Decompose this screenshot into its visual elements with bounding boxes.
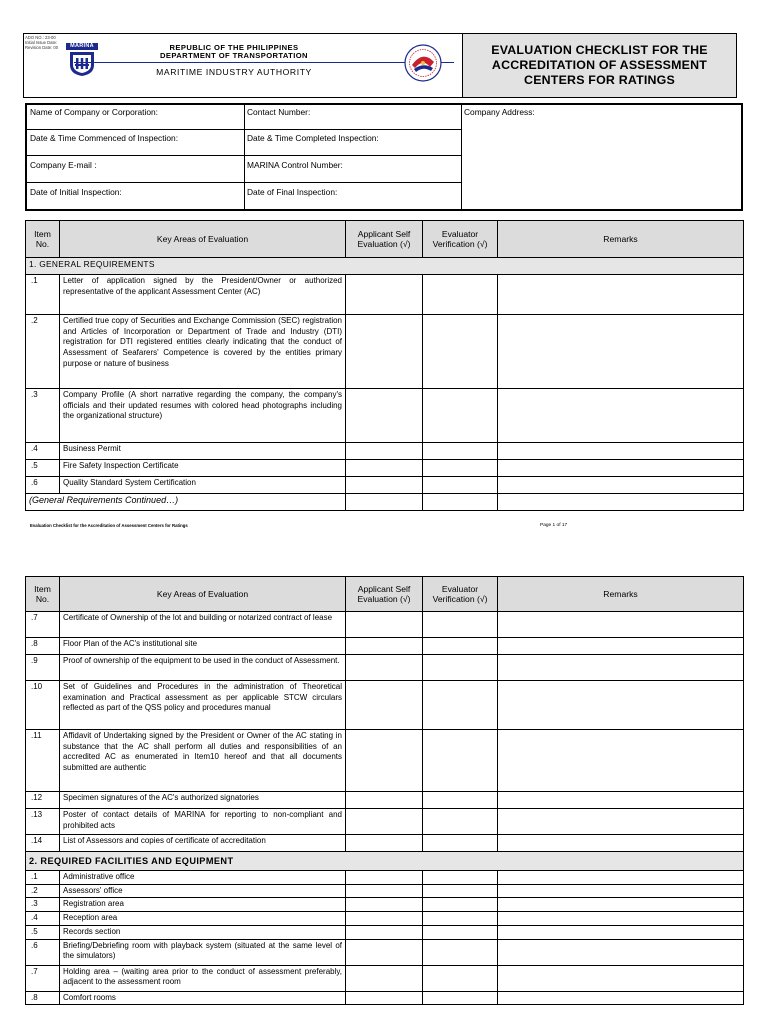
item-number: .4 <box>26 912 60 926</box>
item-number: .3 <box>26 898 60 912</box>
evaluator-checkbox[interactable] <box>423 681 498 730</box>
company-address-field[interactable]: Company Address: <box>464 107 535 117</box>
table-row <box>26 925 744 939</box>
item-description: Specimen signatures of the AC's authorized signatories <box>60 792 346 809</box>
initial-issue-date: Initial Issue Date: <box>25 40 58 45</box>
key-areas-header: Key Areas of Evaluation <box>60 221 346 258</box>
remarks-cell[interactable] <box>498 655 744 681</box>
evaluator-checkbox[interactable] <box>423 871 498 885</box>
remarks-cell[interactable] <box>498 494 744 511</box>
table-row <box>26 730 744 792</box>
key-areas-header: Key Areas of Evaluation <box>60 577 346 612</box>
table-row <box>26 460 744 477</box>
item-number: .7 <box>26 965 60 991</box>
item-number: .8 <box>26 638 60 655</box>
remarks-header: Remarks <box>498 221 744 258</box>
continued-note: (General Requirements Continued…) <box>26 494 346 511</box>
item-description: Quality Standard System Certification <box>60 477 346 494</box>
item-number: .1 <box>26 275 60 315</box>
item-description: Reception area <box>60 912 346 926</box>
item-number: .9 <box>26 655 60 681</box>
evaluator-checkbox[interactable] <box>423 965 498 991</box>
evaluator-checkbox[interactable] <box>423 612 498 638</box>
gov-agency: MARITIME INDUSTRY AUTHORITY <box>156 67 312 77</box>
evaluator-checkbox[interactable] <box>423 835 498 852</box>
evaluator-checkbox[interactable] <box>423 477 498 494</box>
item-number: .14 <box>26 835 60 852</box>
item-description: List of Assessors and copies of certificate of accreditation <box>60 835 346 852</box>
item-description: Certificate of Ownership of the lot and building or notarized contract of lease <box>60 612 346 638</box>
remarks-cell[interactable] <box>498 835 744 852</box>
remarks-cell[interactable] <box>498 898 744 912</box>
table-row <box>26 991 744 1005</box>
item-number: .3 <box>26 389 60 443</box>
header-agency-block <box>24 34 463 97</box>
info-divider <box>27 129 461 130</box>
evaluator-checkbox[interactable] <box>423 884 498 898</box>
table-row <box>26 655 744 681</box>
self-eval-checkbox[interactable] <box>346 925 423 939</box>
remarks-header: Remarks <box>498 577 744 612</box>
date-commenced-field[interactable]: Date & Time Commenced of Inspection: <box>30 133 179 143</box>
contact-number-field[interactable]: Contact Number: <box>247 107 311 117</box>
table-row <box>26 809 744 835</box>
table-row <box>26 389 744 443</box>
ado-number: ADO NO.: 23-00 <box>25 35 56 40</box>
evaluator-checkbox[interactable] <box>423 275 498 315</box>
gov-republic: REPUBLIC OF THE PHILIPPINES <box>169 43 299 52</box>
evaluator-checkbox[interactable] <box>423 655 498 681</box>
table-row <box>26 612 744 638</box>
table-row <box>26 477 744 494</box>
self-eval-header: Applicant Self Evaluation (√) <box>346 221 423 258</box>
remarks-cell[interactable] <box>498 925 744 939</box>
document-control-info <box>25 35 58 50</box>
remarks-cell[interactable] <box>498 884 744 898</box>
self-eval-checkbox[interactable] <box>346 638 423 655</box>
item-description: Administrative office <box>60 871 346 885</box>
marina-badge: MARINA <box>66 43 98 50</box>
self-eval-checkbox[interactable] <box>346 871 423 885</box>
section1-page1-rows <box>26 275 744 511</box>
checklist-table-page2 <box>25 576 744 1005</box>
revision-date: Revision Date: 00 <box>25 45 59 50</box>
item-number: .6 <box>26 939 60 965</box>
table-row <box>26 965 744 991</box>
item-number: .6 <box>26 477 60 494</box>
item-description: Registration area <box>60 898 346 912</box>
self-eval-checkbox[interactable] <box>346 912 423 926</box>
remarks-cell[interactable] <box>498 965 744 991</box>
remarks-cell[interactable] <box>498 315 744 389</box>
document-title-block <box>463 34 736 97</box>
item-description: Certified true copy of Securities and Exchange Commission (SEC) registration and Articles of Incorporation or Department of Trade and Industry (DTI) registration for DTI registered entities clearly indicating that the conduct of Assessment of Seafarers' Competence is covered by the entities primary purpose or nature of business <box>60 315 346 389</box>
self-eval-checkbox[interactable] <box>346 460 423 477</box>
section-title: 2. REQUIRED FACILITIES AND EQUIPMENT <box>26 852 744 871</box>
remarks-cell[interactable] <box>498 809 744 835</box>
self-eval-checkbox[interactable] <box>346 835 423 852</box>
table-row <box>26 315 744 389</box>
evaluator-checkbox[interactable] <box>423 638 498 655</box>
evaluator-checkbox[interactable] <box>423 809 498 835</box>
table-row <box>26 884 744 898</box>
evaluator-checkbox[interactable] <box>423 912 498 926</box>
remarks-cell[interactable] <box>498 389 744 443</box>
item-number: .5 <box>26 925 60 939</box>
item-description: Affidavit of Undertaking signed by the President or Owner of the AC stating in substance that the AC shall perform all duties and responsibilities of an accredited AC as enumerated in Item10 hereof and that all documents submitted are authentic <box>60 730 346 792</box>
self-eval-checkbox[interactable] <box>346 612 423 638</box>
evaluator-checkbox[interactable] <box>423 730 498 792</box>
item-description: Company Profile (A short narrative regarding the company, the company's officials and their updated resumes with colored head photographs including the organizational structure) <box>60 389 346 443</box>
remarks-cell[interactable] <box>498 638 744 655</box>
evaluator-checkbox[interactable] <box>423 460 498 477</box>
item-number: .1 <box>26 871 60 885</box>
table-row <box>26 681 744 730</box>
item-number: .8 <box>26 991 60 1005</box>
item-description: Business Permit <box>60 443 346 460</box>
self-eval-checkbox[interactable] <box>346 443 423 460</box>
self-eval-checkbox[interactable] <box>346 389 423 443</box>
item-description: Assessors' office <box>60 884 346 898</box>
self-eval-checkbox[interactable] <box>346 681 423 730</box>
self-eval-checkbox[interactable] <box>346 965 423 991</box>
table-row <box>26 638 744 655</box>
gov-department: DEPARTMENT OF TRANSPORTATION <box>160 51 308 60</box>
evaluator-checkbox[interactable] <box>423 494 498 511</box>
self-eval-checkbox[interactable] <box>346 898 423 912</box>
info-divider <box>27 155 461 156</box>
table-header-row <box>26 577 744 612</box>
remarks-cell[interactable] <box>498 612 744 638</box>
remarks-cell[interactable] <box>498 275 744 315</box>
section-row <box>26 258 744 275</box>
footer-page-number: Page 1 of 17 <box>540 523 568 528</box>
table-row <box>26 792 744 809</box>
evaluator-checkbox[interactable] <box>423 991 498 1005</box>
item-description: Records section <box>60 925 346 939</box>
date-initial-inspection-field[interactable]: Date of Initial Inspection: <box>30 187 122 197</box>
document-title: EVALUATION CHECKLIST FOR THE ACCREDITATION OF ASSESSMENT CENTERS FOR RATINGS <box>491 43 708 87</box>
remarks-cell[interactable] <box>498 912 744 926</box>
evaluator-checkbox[interactable] <box>423 925 498 939</box>
item-no-header: Item No. <box>26 221 60 258</box>
item-no-header: Item No. <box>26 577 60 612</box>
item-number: .4 <box>26 443 60 460</box>
self-eval-checkbox[interactable] <box>346 884 423 898</box>
self-eval-checkbox[interactable] <box>346 730 423 792</box>
self-eval-checkbox[interactable] <box>346 939 423 965</box>
continuation-row <box>26 494 744 511</box>
self-eval-checkbox[interactable] <box>346 792 423 809</box>
section-title: 1. GENERAL REQUIREMENTS <box>26 258 744 275</box>
item-description: Comfort rooms <box>60 991 346 1005</box>
marina-control-number-field[interactable]: MARINA Control Number: <box>247 160 343 170</box>
item-number: .13 <box>26 809 60 835</box>
info-divider <box>461 105 462 209</box>
item-number: .10 <box>26 681 60 730</box>
marina-seal-icon <box>68 51 96 77</box>
table-row <box>26 835 744 852</box>
item-description: Set of Guidelines and Procedures in the administration of Theoretical examination and Practical assessment as per applicable STCW circulars reflected as part of the QSS policy and procedures manual <box>60 681 346 730</box>
table-row <box>26 275 744 315</box>
table-row <box>26 898 744 912</box>
item-number: .2 <box>26 884 60 898</box>
item-description: Briefing/Debriefing room with playback system (situated at the same level of the simulators) <box>60 939 346 965</box>
item-number: .7 <box>26 612 60 638</box>
self-eval-checkbox[interactable] <box>346 655 423 681</box>
table-row <box>26 939 744 965</box>
evaluator-checkbox[interactable] <box>423 939 498 965</box>
evaluator-checkbox[interactable] <box>423 898 498 912</box>
self-eval-header: Applicant Self Evaluation (√) <box>346 577 423 612</box>
remarks-cell[interactable] <box>498 730 744 792</box>
company-name-field[interactable]: Name of Company or Corporation: <box>30 107 159 117</box>
dotr-seal-icon <box>404 44 442 82</box>
table-row <box>26 912 744 926</box>
self-eval-checkbox[interactable] <box>346 275 423 315</box>
table-header-row <box>26 221 744 258</box>
company-email-field[interactable]: Company E-mail : <box>30 160 97 170</box>
item-number: .2 <box>26 315 60 389</box>
self-eval-checkbox[interactable] <box>346 315 423 389</box>
remarks-cell[interactable] <box>498 681 744 730</box>
table-row <box>26 443 744 460</box>
info-divider <box>27 182 461 183</box>
remarks-cell[interactable] <box>498 460 744 477</box>
item-description: Letter of application signed by the President/Owner or authorized representative of the applicant Assessment Center (AC) <box>60 275 346 315</box>
self-eval-checkbox[interactable] <box>346 494 423 511</box>
evaluator-header: Evaluator Verification (√) <box>423 577 498 612</box>
remarks-cell[interactable] <box>498 871 744 885</box>
evaluator-checkbox[interactable] <box>423 792 498 809</box>
self-eval-checkbox[interactable] <box>346 809 423 835</box>
item-number: .12 <box>26 792 60 809</box>
header-divider <box>74 62 454 63</box>
table-row <box>26 871 744 885</box>
checklist-table-page1 <box>25 220 744 511</box>
remarks-cell[interactable] <box>498 443 744 460</box>
evaluator-header: Evaluator Verification (√) <box>423 221 498 258</box>
remarks-cell[interactable] <box>498 477 744 494</box>
item-description: Proof of ownership of the equipment to be used in the conduct of Assessment. <box>60 655 346 681</box>
item-description: Poster of contact details of MARINA for reporting to non-compliant and prohibited acts <box>60 809 346 835</box>
item-number: .11 <box>26 730 60 792</box>
self-eval-checkbox[interactable] <box>346 477 423 494</box>
date-completed-field[interactable]: Date & Time Completed Inspection: <box>247 133 379 143</box>
evaluator-checkbox[interactable] <box>423 443 498 460</box>
item-number: .5 <box>26 460 60 477</box>
remarks-cell[interactable] <box>498 991 744 1005</box>
evaluator-checkbox[interactable] <box>423 389 498 443</box>
inspection-info-box <box>25 103 743 211</box>
self-eval-checkbox[interactable] <box>346 991 423 1005</box>
date-final-inspection-field[interactable]: Date of Final Inspection: <box>247 187 338 197</box>
item-description: Fire Safety Inspection Certificate <box>60 460 346 477</box>
evaluator-checkbox[interactable] <box>423 315 498 389</box>
item-description: Floor Plan of the AC's institutional site <box>60 638 346 655</box>
remarks-cell[interactable] <box>498 792 744 809</box>
remarks-cell[interactable] <box>498 939 744 965</box>
footer-document-name: Evaluation Checklist for the Accreditation of Assessment Centers for Ratings <box>30 523 188 528</box>
section-row <box>26 852 744 871</box>
document-header <box>23 33 737 98</box>
item-description: Holding area – (waiting area prior to the conduct of assessment preferably, adjacent to the assessment room <box>60 965 346 991</box>
